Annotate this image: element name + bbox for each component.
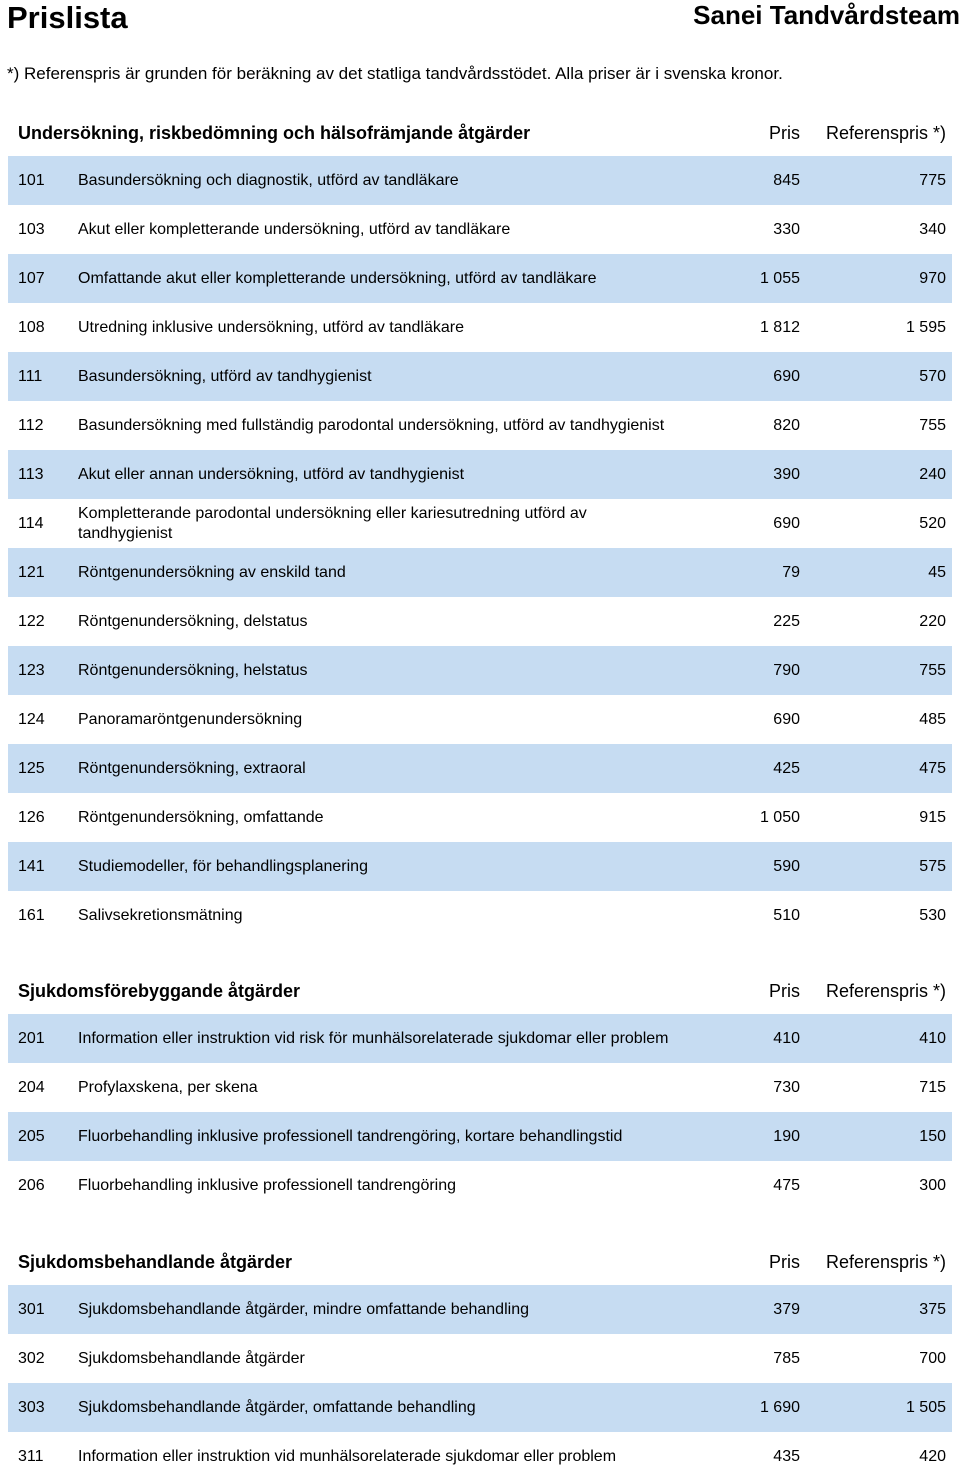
table-row — [8, 303, 952, 352]
price-value: 390 — [773, 465, 800, 483]
table-row — [8, 891, 952, 940]
treatment-description: Röntgenundersökning, delstatus — [78, 612, 308, 630]
treatment-code: 103 — [18, 220, 45, 238]
price-value: 1 050 — [759, 808, 800, 826]
price-value: 475 — [773, 1176, 800, 1194]
treatment-description: Basundersökning med fullständig parodontal undersökning, utförd av tandhygienist — [78, 416, 665, 434]
reference-price-value: 1 595 — [905, 318, 946, 336]
reference-price-note: *) Referenspris är grunden för beräkning av det statliga tandvårdsstödet. Alla priser är i svenska kronor. — [7, 64, 783, 83]
price-value: 820 — [773, 416, 800, 434]
table-row — [8, 842, 952, 891]
treatment-code: 201 — [18, 1029, 45, 1047]
treatment-code: 204 — [18, 1078, 45, 1096]
treatment-description: Akut eller annan undersökning, utförd av tandhygienist — [78, 465, 465, 483]
treatment-code: 107 — [18, 269, 45, 287]
treatment-description: Fluorbehandling inklusive professionell tandrengöring, kortare behandlingstid — [78, 1127, 623, 1145]
reference-price-value: 1 505 — [905, 1398, 946, 1416]
reference-price-value: 520 — [919, 514, 946, 532]
treatment-code: 101 — [18, 171, 45, 189]
price-value: 225 — [773, 612, 800, 630]
reference-price-value: 420 — [919, 1447, 946, 1465]
reference-price-value: 375 — [919, 1300, 946, 1318]
treatment-description: Kompletterande parodontal undersökning eller kariesutredning utförd av tandhygienist — [78, 504, 587, 542]
section-header — [8, 1247, 952, 1277]
reference-price-value: 700 — [919, 1349, 946, 1367]
price-value: 845 — [773, 171, 800, 189]
treatment-code: 123 — [18, 661, 45, 679]
treatment-code: 301 — [18, 1300, 45, 1318]
price-column-header: Pris — [769, 980, 800, 1001]
section-header — [8, 976, 952, 1006]
table-row — [8, 1112, 952, 1161]
price-value: 330 — [773, 220, 800, 238]
section-treatment — [8, 1247, 952, 1481]
price-value: 379 — [773, 1300, 800, 1318]
table-row — [8, 499, 952, 548]
treatment-description: Röntgenundersökning, helstatus — [78, 661, 308, 679]
table-row — [8, 646, 952, 695]
price-value: 79 — [782, 563, 800, 581]
section-examination — [8, 118, 952, 940]
treatment-code: 206 — [18, 1176, 45, 1194]
treatment-description: Omfattande akut eller kompletterande undersökning, utförd av tandläkare — [78, 269, 597, 287]
price-value: 590 — [773, 857, 800, 875]
table-row — [8, 1063, 952, 1112]
treatment-code: 113 — [18, 465, 44, 483]
reference-price-value: 240 — [919, 465, 946, 483]
section-title: Undersökning, riskbedömning och hälsofrämjande åtgärder — [18, 122, 531, 143]
reference-price-value: 970 — [919, 269, 946, 287]
treatment-description: Basundersökning, utförd av tandhygienist — [78, 367, 372, 385]
treatment-description: Fluorbehandling inklusive professionell tandrengöring — [78, 1176, 457, 1194]
treatment-code: 114 — [18, 514, 44, 532]
treatment-description: Studiemodeller, för behandlingsplanering — [78, 857, 368, 875]
price-value: 1 055 — [759, 269, 800, 287]
treatment-description: Röntgenundersökning, extraoral — [78, 759, 306, 777]
reference-price-column-header: Referenspris *) — [825, 122, 946, 143]
section-title: Sjukdomsbehandlande åtgärder — [18, 1251, 293, 1272]
table-row — [8, 1285, 952, 1334]
price-value: 410 — [773, 1029, 800, 1047]
reference-price-value: 485 — [919, 710, 946, 728]
treatment-description: Panoramaröntgenundersökning — [78, 710, 303, 728]
treatment-description: Information eller instruktion vid munhälsorelaterade sjukdomar eller problem — [78, 1447, 617, 1465]
table-row — [8, 254, 952, 303]
table-row — [8, 1161, 952, 1210]
treatment-code: 141 — [18, 857, 45, 875]
treatment-description: Röntgenundersökning, omfattande — [78, 808, 324, 826]
reference-price-column-header: Referenspris *) — [825, 980, 946, 1001]
treatment-code: 121 — [18, 563, 45, 581]
table-row — [8, 1432, 952, 1481]
reference-price-value: 530 — [919, 906, 946, 924]
reference-price-value: 715 — [919, 1078, 946, 1096]
reference-price-value: 220 — [919, 612, 946, 630]
treatment-description: Salivsekretionsmätning — [78, 906, 243, 924]
table-row — [8, 793, 952, 842]
reference-price-value: 915 — [919, 808, 946, 826]
treatment-code: 311 — [18, 1447, 44, 1465]
treatment-description: Akut eller kompletterande undersökning, utförd av tandläkare — [78, 220, 511, 238]
reference-price-value: 300 — [919, 1176, 946, 1194]
reference-price-value: 755 — [919, 661, 946, 679]
reference-price-value: 475 — [919, 759, 946, 777]
price-value: 690 — [773, 710, 800, 728]
reference-price-value: 410 — [919, 1029, 946, 1047]
treatment-description: Sjukdomsbehandlande åtgärder, mindre omfattande behandling — [78, 1300, 529, 1318]
reference-price-column-header: Referenspris *) — [825, 1251, 946, 1272]
table-row — [8, 205, 952, 254]
reference-price-value: 340 — [919, 220, 946, 238]
treatment-code: 205 — [18, 1127, 45, 1145]
price-value: 790 — [773, 661, 800, 679]
price-column-header: Pris — [769, 122, 800, 143]
treatment-code: 112 — [18, 416, 44, 434]
treatment-code: 161 — [18, 906, 45, 924]
table-row — [8, 1334, 952, 1383]
treatment-description: Utredning inklusive undersökning, utförd av tandläkare — [78, 318, 465, 336]
reference-price-value: 575 — [919, 857, 946, 875]
table-row — [8, 156, 952, 205]
price-value: 785 — [773, 1349, 800, 1367]
price-value: 690 — [773, 367, 800, 385]
price-value: 510 — [773, 906, 800, 924]
treatment-description: Basundersökning och diagnostik, utförd av tandläkare — [78, 171, 459, 189]
reference-price-value: 150 — [919, 1127, 946, 1145]
table-row — [8, 401, 952, 450]
table-row — [8, 695, 952, 744]
treatment-code: 108 — [18, 318, 45, 336]
table-row — [8, 1383, 952, 1432]
reference-price-value: 45 — [928, 563, 946, 581]
table-row — [8, 744, 952, 793]
treatment-code: 125 — [18, 759, 45, 777]
table-row — [8, 548, 952, 597]
price-value: 1 690 — [759, 1398, 800, 1416]
reference-price-value: 570 — [919, 367, 946, 385]
treatment-description: Information eller instruktion vid risk för munhälsorelaterade sjukdomar eller problem — [78, 1029, 669, 1047]
price-value: 190 — [773, 1127, 800, 1145]
section-title: Sjukdomsförebyggande åtgärder — [18, 980, 301, 1001]
treatment-code: 122 — [18, 612, 45, 630]
reference-price-value: 775 — [919, 171, 946, 189]
reference-price-value: 755 — [919, 416, 946, 434]
table-row — [8, 450, 952, 499]
page-title: Prislista — [7, 0, 128, 35]
table-row — [8, 597, 952, 646]
treatment-code: 302 — [18, 1349, 45, 1367]
price-value: 435 — [773, 1447, 800, 1465]
price-value: 1 812 — [759, 318, 800, 336]
treatment-description: Profylaxskena, per skena — [78, 1078, 258, 1096]
price-column-header: Pris — [769, 1251, 800, 1272]
treatment-code: 124 — [18, 710, 45, 728]
brand-name: Sanei Tandvårdsteam — [693, 0, 960, 30]
treatment-description: Sjukdomsbehandlande åtgärder, omfattande behandling — [78, 1398, 476, 1416]
treatment-description: Röntgenundersökning av enskild tand — [78, 563, 346, 581]
price-value: 690 — [773, 514, 800, 532]
treatment-code: 303 — [18, 1398, 45, 1416]
treatment-description: Sjukdomsbehandlande åtgärder — [78, 1349, 305, 1367]
price-value: 730 — [773, 1078, 800, 1096]
treatment-code: 126 — [18, 808, 45, 826]
treatment-code: 111 — [18, 367, 43, 385]
table-row — [8, 1014, 952, 1063]
table-row — [8, 352, 952, 401]
price-value: 425 — [773, 759, 800, 777]
section-header — [8, 118, 952, 148]
section-prevention — [8, 976, 952, 1210]
